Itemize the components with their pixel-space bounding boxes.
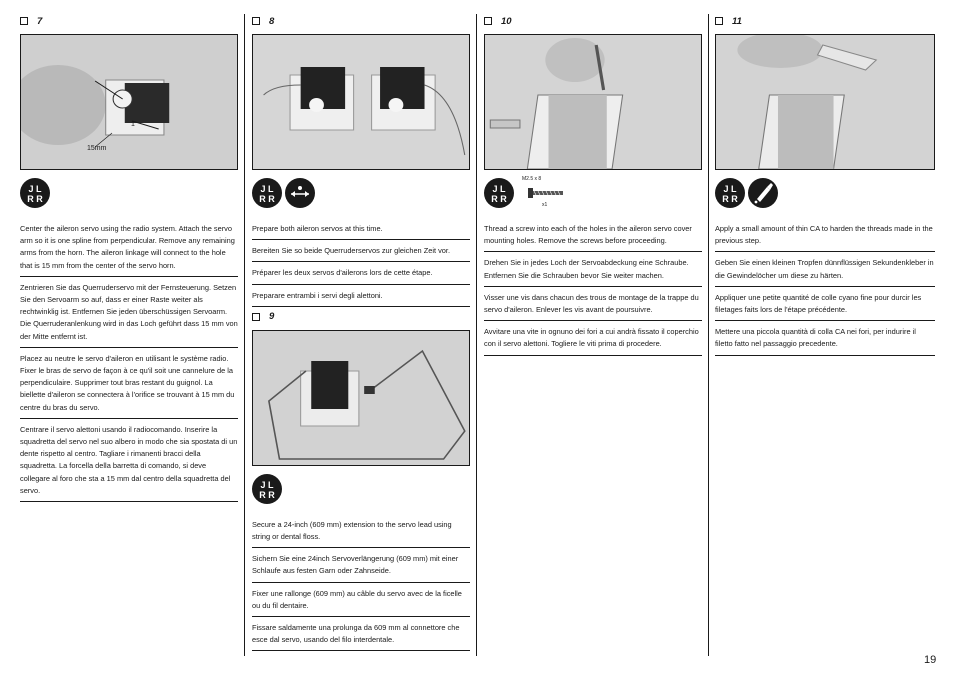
step-11-column [715,14,935,356]
step-11-photo [715,34,935,170]
svg-text:R R: R R [722,194,738,204]
instruction-fr: Visser une vis dans chacun des trous de montage de la trappe du servo d'aileron. Enlever les vis avant de poursuivre. [484,287,702,321]
step-header [252,14,470,28]
callout-distance: 15mm [87,145,107,152]
step-7-photo [20,34,238,170]
svg-text:J L: J L [723,184,737,194]
instruction-de: Zentrieren Sie das Querruderservo mit der Fernsteuerung. Setzen Sie den Servoarm so auf, dass er einer Raste weiter als rechtwinklig ist. Entfernen Sie jeden überschüssigen Servoarm. Die Querruderanlenkung wird in das Loch geführt dass 15 mm von der Mitte entfernt ist. [20,277,238,348]
instruction-en: Apply a small amount of thin CA to harden the threads made in the previous step. [715,218,935,252]
instruction-it: Fissare saldamente una prolunga da 609 mm al connettore che esce dal servo, usando del filo interdentale. [252,617,470,651]
screw-count: x1 [542,202,548,208]
svg-text:R R: R R [27,194,43,204]
callout-arm: 1 [131,121,135,128]
servo-travel-icon [285,178,315,208]
step-10-photo [484,34,702,170]
instruction-de: Bereiten Sie so beide Querruderservos zur gleichen Zeit vor. [252,240,470,262]
step-header [20,14,238,28]
column-divider [708,14,709,656]
svg-text:R R: R R [259,194,275,204]
step-8-column [252,14,470,651]
step-number: 9 [269,311,275,323]
step-10-column [484,14,702,356]
instruction-it: Mettere una piccola quantità di colla CA nei fori, per indurire il filetto fatto nel passaggio precedente. [715,321,935,355]
instruction-de: Sichern Sie eine 24inch Servoverlängerung (609 mm) mit einer Schlaufe aus festen Garn oder Zahnseide. [252,548,470,582]
instruction-en: Secure a 24-inch (609 mm) extension to the servo lead using string or dental floss. [252,514,470,548]
ca-glue-icon [748,178,778,208]
left-right-wing-icon [20,178,50,208]
screw-icon [520,176,580,210]
svg-text:J L: J L [492,184,506,194]
instruction-it: Centrare il servo alettoni usando il radiocomando. Inserire la squadretta del servo nel suo albero in modo che sia spostata di un dente rispetto al centro. Tagliare i rimanenti bracci della squadretta. La forcella della barretta di comando, si deve collegare al foro che sta a 15 mm dal centro della squadretta del servo. [20,419,238,502]
svg-text:R R: R R [491,194,507,204]
svg-text:J L: J L [260,184,274,194]
step-number: 10 [501,15,512,27]
checkbox-icon[interactable] [252,313,260,321]
step-header [715,14,935,28]
checkbox-icon[interactable] [715,17,723,25]
left-right-wing-icon [715,178,745,208]
instruction-en: Thread a screw into each of the holes in the aileron servo cover mounting holes. Remove the screws before proceeding. [484,218,702,252]
left-right-wing-icon [252,178,282,208]
step-header [484,14,702,28]
checkbox-icon[interactable] [20,17,28,25]
instruction-fr: Préparer les deux servos d'ailerons lors de cette étape. [252,262,470,284]
step-8-photo [252,34,470,170]
screw-size-label: M2.5 x 8 [522,176,542,182]
checkbox-icon[interactable] [252,17,260,25]
column-divider [244,14,245,656]
instruction-de: Geben Sie einen kleinen Tropfen dünnflüssigen Sekundenkleber in die Gewindelöcher um diese zu härten. [715,252,935,286]
instruction-fr: Placez au neutre le servo d'aileron en utilisant le système radio. Fixer le bras de servo de façon à ce qu'il soit une cannelure de la perpendiculaire. Supprimer tout bras restant du guignol. La biellette d'aileron se connectera à l'orifice se trouvant à 15 mm du centre du bras du servo. [20,348,238,419]
page-number: 19 [924,654,937,666]
instruction-it: Avvitare una vite in ognuno dei fori a cui andrà fissato il coperchio con il servo alettoni. Togliere le viti prima di procedere. [484,321,702,355]
svg-text:R R: R R [259,489,275,500]
instruction-it: Preparare entrambi i servi degli alettoni. [252,285,470,307]
step-number: 7 [37,15,43,27]
instruction-en: Center the aileron servo using the radio system. Attach the servo arm so it is one spline from perpendicular. Remove any remaining arms from the horn. The aileron linkage will connect to the hole that is 15 mm from the center of the servo horn. [20,218,238,277]
svg-text:J L: J L [28,184,42,194]
instruction-fr: Appliquer une petite quantité de colle cyano fine pour durcir les filetages faits lors de l'étape précédente. [715,287,935,321]
instruction-en: Prepare both aileron servos at this time. [252,218,470,240]
column-divider [476,14,477,656]
left-right-wing-icon [484,178,514,208]
step-header [252,310,470,324]
step-number: 8 [269,15,275,27]
step-9-photo [252,330,470,466]
step-7-column [20,14,238,502]
instruction-fr: Fixer une rallonge (609 mm) au câble du servo avec de la ficelle ou du fil dentaire. [252,583,470,617]
checkbox-icon[interactable] [484,17,492,25]
instruction-de: Drehen Sie in jedes Loch der Servoabdeckung eine Schraube. Entfernen Sie die Schrauben bevor Sie weiter machen. [484,252,702,286]
left-right-wing-icon [252,474,282,504]
svg-text:J L: J L [260,479,274,490]
step-number: 11 [732,15,742,27]
